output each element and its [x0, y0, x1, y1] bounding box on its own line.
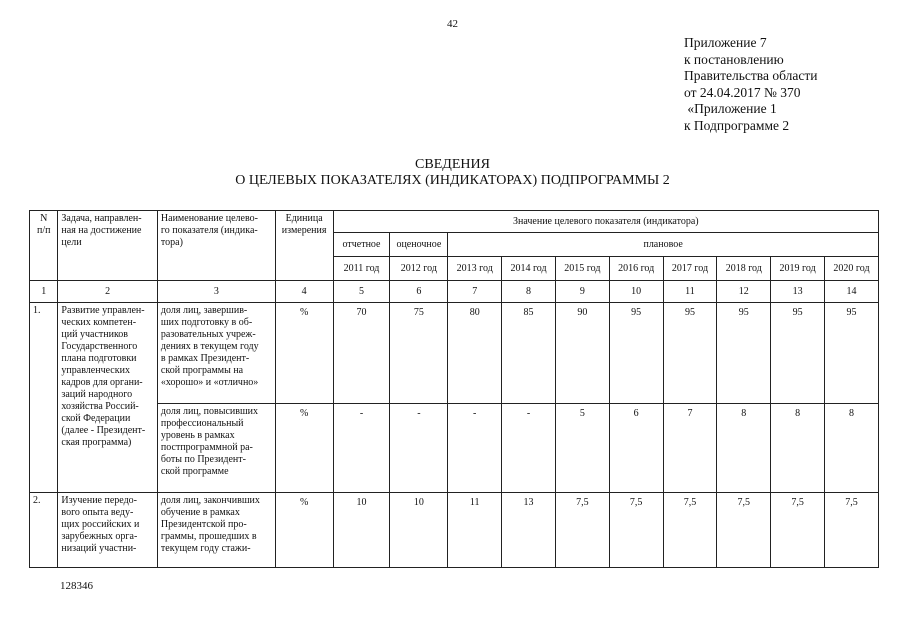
column-number: 9 [555, 281, 609, 303]
document-title [0, 157, 905, 189]
column-number: 5 [333, 281, 390, 303]
header-year: 2018 год [717, 257, 771, 281]
value-cell: - [333, 404, 390, 493]
column-number: 10 [609, 281, 663, 303]
value-cell: 7,5 [609, 493, 663, 568]
appendix-reference: Приложение 7 к постановлению Правительства области от 24.04.2017 № 370 «Приложение 1 к Подпрограмме 2 [684, 35, 818, 133]
value-cell: 11 [448, 493, 502, 568]
header-year: 2013 год [448, 257, 502, 281]
header-year: 2020 год [825, 257, 879, 281]
value-cell: 80 [448, 303, 502, 404]
value-cell: 95 [771, 303, 825, 404]
column-number: 12 [717, 281, 771, 303]
value-cell: 10 [333, 493, 390, 568]
table-row [30, 303, 879, 404]
value-cell: 5 [555, 404, 609, 493]
header-value-group: Значение целевого показателя (индикатора) [333, 211, 878, 233]
value-cell: 8 [717, 404, 771, 493]
column-number: 8 [502, 281, 556, 303]
header-year: 2017 год [663, 257, 717, 281]
task-cell: Изучение передо- вого опыта веду- щих российских и зарубежных орга- низаций участни- [58, 493, 158, 568]
value-cell: 95 [609, 303, 663, 404]
value-cell: 7,5 [663, 493, 717, 568]
column-number: 13 [771, 281, 825, 303]
value-cell: 7,5 [771, 493, 825, 568]
header-task: Задача, направлен- ная на достижение цели [58, 211, 158, 281]
unit-cell: % [275, 404, 333, 493]
value-cell: 8 [771, 404, 825, 493]
header-reported: отчетное [333, 233, 390, 257]
column-number: 6 [390, 281, 448, 303]
indicators-table [29, 210, 879, 568]
title-line-2: О ЦЕЛЕВЫХ ПОКАЗАТЕЛЯХ (ИНДИКАТОРАХ) ПОДПРОГРАММЫ 2 [235, 173, 670, 188]
header-estimated: оценочное [390, 233, 448, 257]
row-number: 2. [30, 493, 58, 568]
task-cell: Развитие управлен- ческих компетен- ций участников Государственного плана подготовки управленческих кадров для органи- заций народного хозяйства Россий- ской Федерации (далее - Президент- ская программа) [58, 303, 158, 493]
header-year: 2011 год [333, 257, 390, 281]
value-cell: 7,5 [717, 493, 771, 568]
value-cell: 7,5 [825, 493, 879, 568]
column-number: 2 [58, 281, 158, 303]
column-number: 7 [448, 281, 502, 303]
value-cell: 70 [333, 303, 390, 404]
value-cell: 95 [825, 303, 879, 404]
indicator-name-cell: доля лиц, повысивших профессиональный уровень в рамках постпрограммной ра- боты по Президент- ской программе [157, 404, 275, 493]
column-number: 4 [275, 281, 333, 303]
header-year: 2014 год [502, 257, 556, 281]
header-year: 2019 год [771, 257, 825, 281]
page-number: 42 [447, 18, 458, 30]
value-cell: 10 [390, 493, 448, 568]
indicator-name-cell: доля лиц, закончивших обучение в рамках Президентской про- граммы, прошедших в текущем году стажи- [157, 493, 275, 568]
header-year: 2016 год [609, 257, 663, 281]
value-cell: 13 [502, 493, 556, 568]
value-cell: - [448, 404, 502, 493]
header-year: 2015 год [555, 257, 609, 281]
unit-cell: % [275, 493, 333, 568]
value-cell: 6 [609, 404, 663, 493]
header-indicator-name: Наименование целево- го показателя (индика- тора) [157, 211, 275, 281]
value-cell: 90 [555, 303, 609, 404]
table-row [30, 404, 879, 493]
column-number: 14 [825, 281, 879, 303]
value-cell: 7 [663, 404, 717, 493]
value-cell: - [502, 404, 556, 493]
header-planned: плановое [448, 233, 879, 257]
value-cell: 85 [502, 303, 556, 404]
value-cell: 95 [663, 303, 717, 404]
row-number: 1. [30, 303, 58, 493]
value-cell: 95 [717, 303, 771, 404]
table-row [30, 493, 879, 568]
value-cell: 75 [390, 303, 448, 404]
column-number: 3 [157, 281, 275, 303]
title-line-1: СВЕДЕНИЯ [415, 157, 490, 172]
column-number: 1 [30, 281, 58, 303]
value-cell: - [390, 404, 448, 493]
value-cell: 7,5 [555, 493, 609, 568]
header-num: N п/п [30, 211, 58, 281]
header-unit: Единица измерения [275, 211, 333, 281]
header-year: 2012 год [390, 257, 448, 281]
column-number: 11 [663, 281, 717, 303]
unit-cell: % [275, 303, 333, 404]
document-code: 128346 [60, 580, 93, 592]
indicator-name-cell: доля лиц, завершив- ших подготовку в об- разовательных учреж- дениях в текущем году в рамках Президент- ской программы на «хорошо» и «отлично» [157, 303, 275, 404]
value-cell: 8 [825, 404, 879, 493]
